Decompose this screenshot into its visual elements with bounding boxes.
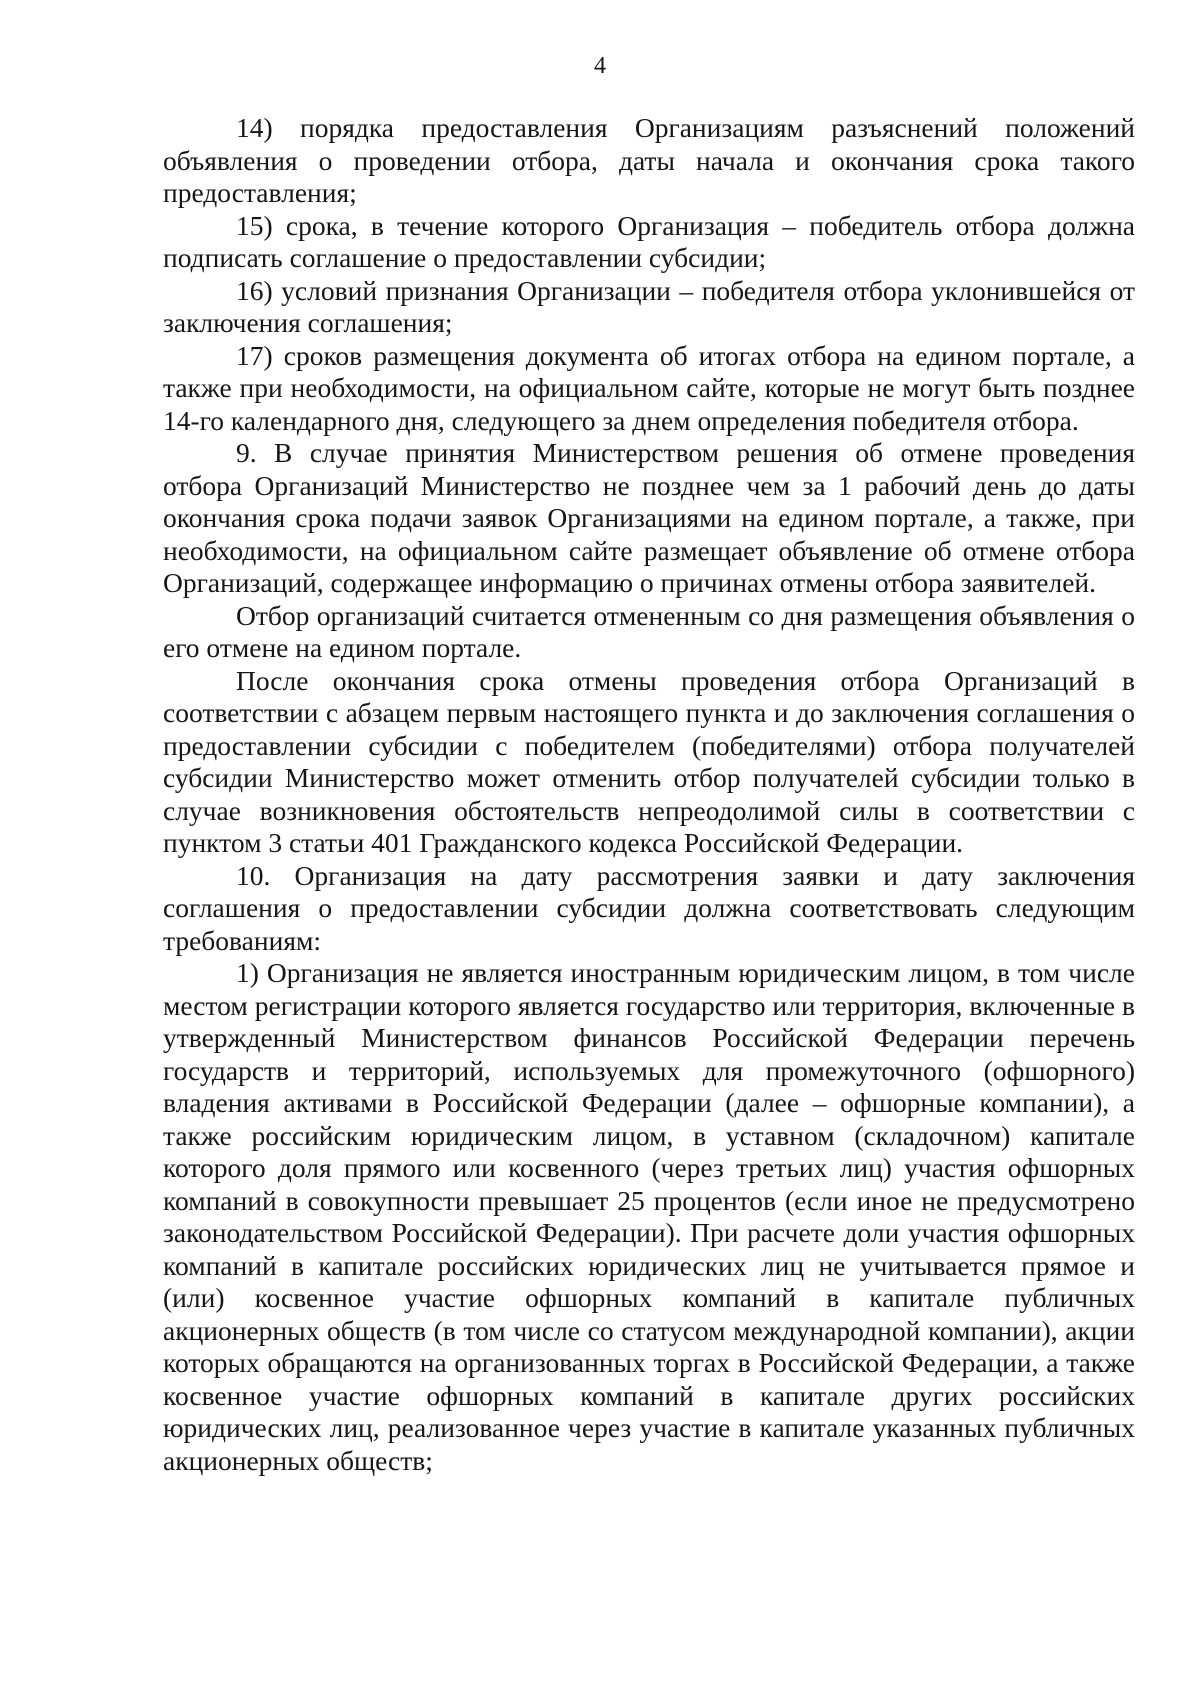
paragraph-requirement-1: 1) Организация не является иностранным юридическим лицом, в том числе местом регистрации которого является государство или территория, включенные в утвержденный Министерством финансов Российской Федерации перечень государств и территорий, используемых для промежуточного (офшорного) владения активами в Российской Федерации (далее – офшорные компании), а также российским юридическим лицом, в уставном (складочном) капитале которого доля прямого или косвенного (через третьих лиц) участия офшорных компаний в совокупности превышает 25 процентов (если иное не предусмотрено законодательством Российской Федерации). При расчете доли участия офшорных компаний в капитале российских юридических лиц не учитывается прямое и (или) косвенное участие офшорных компаний в капитале публичных акционерных обществ (в том числе со статусом международной компании), акции которых обращаются на организованных торгах в Российской Федерации, а также косвенное участие офшорных компаний в капитале других российских юридических лиц, реализованное через участие в капитале указанных публичных акционерных обществ; [163, 957, 1135, 1476]
paragraph-item-15: 15) срока, в течение которого Организация – победитель отбора должна подписать соглашение о предоставлении субсидии; [163, 209, 1135, 273]
paragraph-item-14: 14) порядка предоставления Организациям разъяснений положений объявления о проведении отбора, даты начала и окончания срока такого предоставления; [163, 112, 1135, 208]
paragraph-clause-9: 9. В случае принятия Министерством решения об отмене проведения отбора Организаций Министерство не позднее чем за 1 рабочий день до даты окончания срока подачи заявок Организациями на едином портале, а также, при необходимости, на официальном сайте размещает объявление об отмене отбора Организаций, содержащее информацию о причинах отмены отбора заявителей. [163, 437, 1135, 598]
paragraph-clause-9-force-majeure: После окончания срока отмены проведения отбора Организаций в соответствии с абзацем первым настоящего пункта и до заключения соглашения о предоставлении субсидии с победителем (победителями) отбора получателей субсидии Министерство может отменить отбор получателей субсидии только в случае возникновения обстоятельств непреодолимой силы в соответствии с пунктом 3 статьи 401 Гражданского кодекса Российской Федерации. [163, 664, 1135, 858]
paragraph-clause-10: 10. Организация на дату рассмотрения заявки и дату заключения соглашения о предоставлении субсидии должна соответствовать следующим требованиям: [163, 859, 1135, 956]
paragraph-item-17: 17) сроков размещения документа об итогах отбора на едином портале, а также при необходимости, на официальном сайте, которые не могут быть позднее 14-го календарного дня, следующего за днем определения победителя отбора. [163, 339, 1135, 436]
page-number: 4 [594, 53, 606, 79]
paragraph-clause-9-cancellation: Отбор организаций считается отмененным со дня размещения объявления о его отмене на едином портале. [163, 599, 1135, 663]
paragraph-item-16: 16) условий признания Организации – победителя отбора уклонившейся от заключения соглашения; [163, 274, 1135, 338]
document-body [163, 112, 1135, 1477]
